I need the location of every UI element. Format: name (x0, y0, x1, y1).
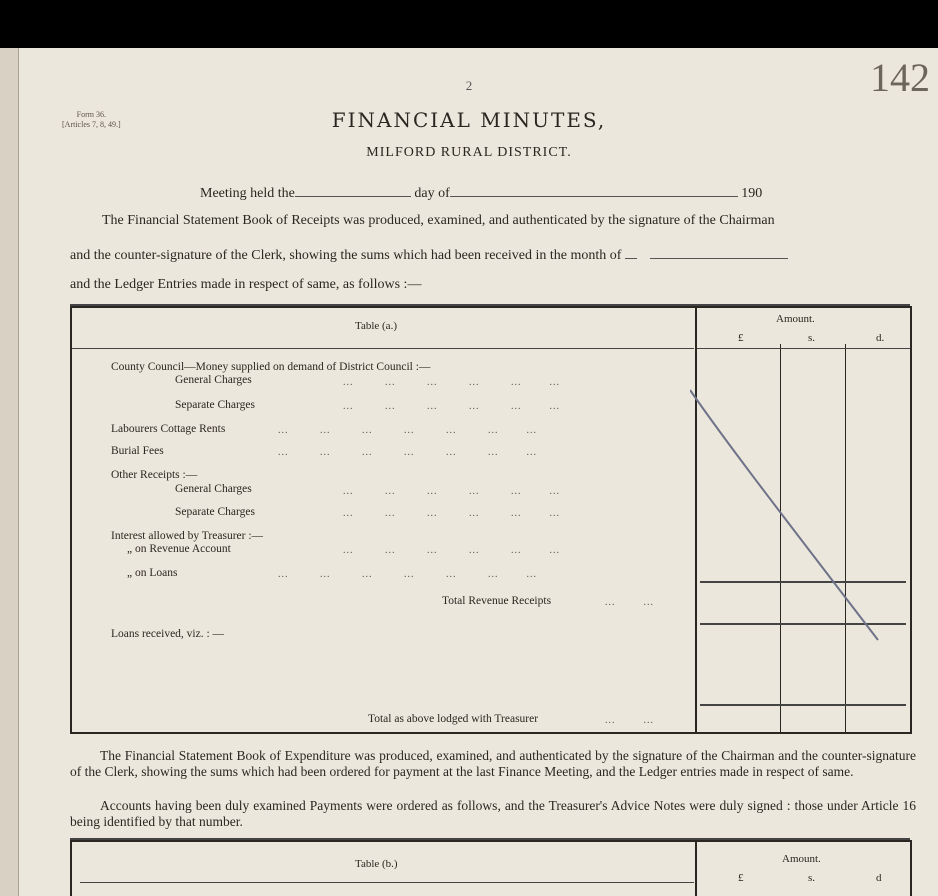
intro-line-1: The Financial Statement Book of Receipts was produced, examined, and authenticated by the signature of the Chairman (102, 213, 775, 228)
intro-line-3: and the Ledger Entries made in respect of same, as follows :— (70, 277, 422, 292)
row-cc-separate-charges: Separate Charges (175, 399, 255, 411)
day-blank (295, 184, 411, 197)
folio-stamp: 142 (870, 55, 930, 100)
form-number: Form 36. (76, 110, 106, 119)
intro-line-2 (70, 246, 788, 264)
leader-dots: ... ... (605, 715, 654, 726)
table-b-shillings-label: s. (808, 872, 816, 884)
table-b-pence-label: d (876, 872, 882, 884)
intro-line-2-text: and the counter-signature of the Clerk, showing the sums which had been received in the month of (70, 248, 622, 263)
table-a-shillings-label: s. (808, 332, 816, 344)
leader-dots: ... ... ... ... ... ... (343, 508, 560, 519)
table-b-amount-divider (695, 840, 697, 896)
table-b-pounds-label: £ (738, 872, 744, 884)
meeting-line (200, 184, 762, 202)
expenditure-paragraph-2: Accounts having been duly examined Payments were ordered as follows, and the Treasurer's Advice Notes were duly signed : those under Article 16 being identified by that number. (70, 798, 916, 829)
row-total-lodged: Total as above lodged with Treasurer (368, 713, 539, 725)
leader-dots: ... ... ... ... ... ... ... (278, 569, 537, 580)
row-interest-loans: „ on Loans (127, 567, 178, 579)
table-b-heading: Table (b.) (355, 858, 398, 870)
row-total-revenue: Total Revenue Receipts (442, 595, 552, 607)
table-a-pounds-label: £ (738, 332, 744, 344)
row-or-general-charges: General Charges (175, 483, 252, 495)
table-a-pence-label: d. (876, 332, 885, 344)
table-b-amount-label: Amount. (782, 853, 821, 865)
row-burial-fees: Burial Fees (111, 445, 164, 457)
row-cottage-rents: Labourers Cottage Rents (111, 423, 226, 435)
page-subtitle: MILFORD RURAL DISTRICT. (366, 145, 572, 160)
row-interest-revenue: „ on Revenue Account (127, 543, 231, 555)
leader-dots: ... ... ... ... ... ... (343, 401, 560, 412)
month-blank (450, 184, 738, 197)
leader-dots: ... ... ... ... ... ... ... (278, 425, 537, 436)
binding-margin (0, 48, 19, 896)
table-a-amount-label: Amount. (776, 313, 815, 325)
pencil-strike-mark (690, 388, 890, 648)
leader-dots: ... ... (605, 597, 654, 608)
leader-dots: ... ... ... ... ... ... (343, 377, 560, 388)
receipts-month-blank-a (625, 246, 637, 259)
table-b (70, 840, 912, 896)
table-a-header-rule (72, 348, 694, 349)
leader-dots: ... ... ... ... ... ... (343, 486, 560, 497)
meeting-prefix: Meeting held the (200, 186, 295, 201)
meeting-year: 190 (741, 186, 763, 201)
row-or-separate-charges: Separate Charges (175, 506, 255, 518)
row-interest: Interest allowed by Treasurer :— (111, 530, 264, 542)
page-number: 2 (465, 78, 473, 93)
receipts-month-blank-b (650, 246, 788, 259)
row-loans-received: Loans received, viz. : — (111, 628, 225, 640)
row-other-receipts: Other Receipts :— (111, 469, 198, 481)
lodged-rule (700, 704, 906, 706)
table-a-amount-header-rule (697, 348, 910, 349)
row-cc-general-charges: General Charges (175, 374, 252, 386)
page-title: FINANCIAL MINUTES, (331, 108, 607, 132)
row-county-council: County Council—Money supplied on demand of District Council :— (111, 361, 431, 373)
leader-dots: ... ... ... ... ... ... ... (278, 447, 537, 458)
table-a-heading: Table (a.) (355, 320, 397, 332)
articles-reference: [Articles 7, 8, 49.] (62, 120, 121, 129)
expenditure-paragraph-1: The Financial Statement Book of Expenditure was produced, examined, and authenticated by the signature of the Chairman and the counter-signature of the Clerk, showing the sums which had been ordered for payment at the last Finance Meeting, and the Ledger entries made in respect of same. (70, 748, 916, 779)
meeting-day-of: day of (414, 186, 450, 201)
ledger-page (0, 48, 938, 896)
table-b-header-rule (80, 882, 694, 883)
leader-dots: ... ... ... ... ... ... (343, 545, 560, 556)
